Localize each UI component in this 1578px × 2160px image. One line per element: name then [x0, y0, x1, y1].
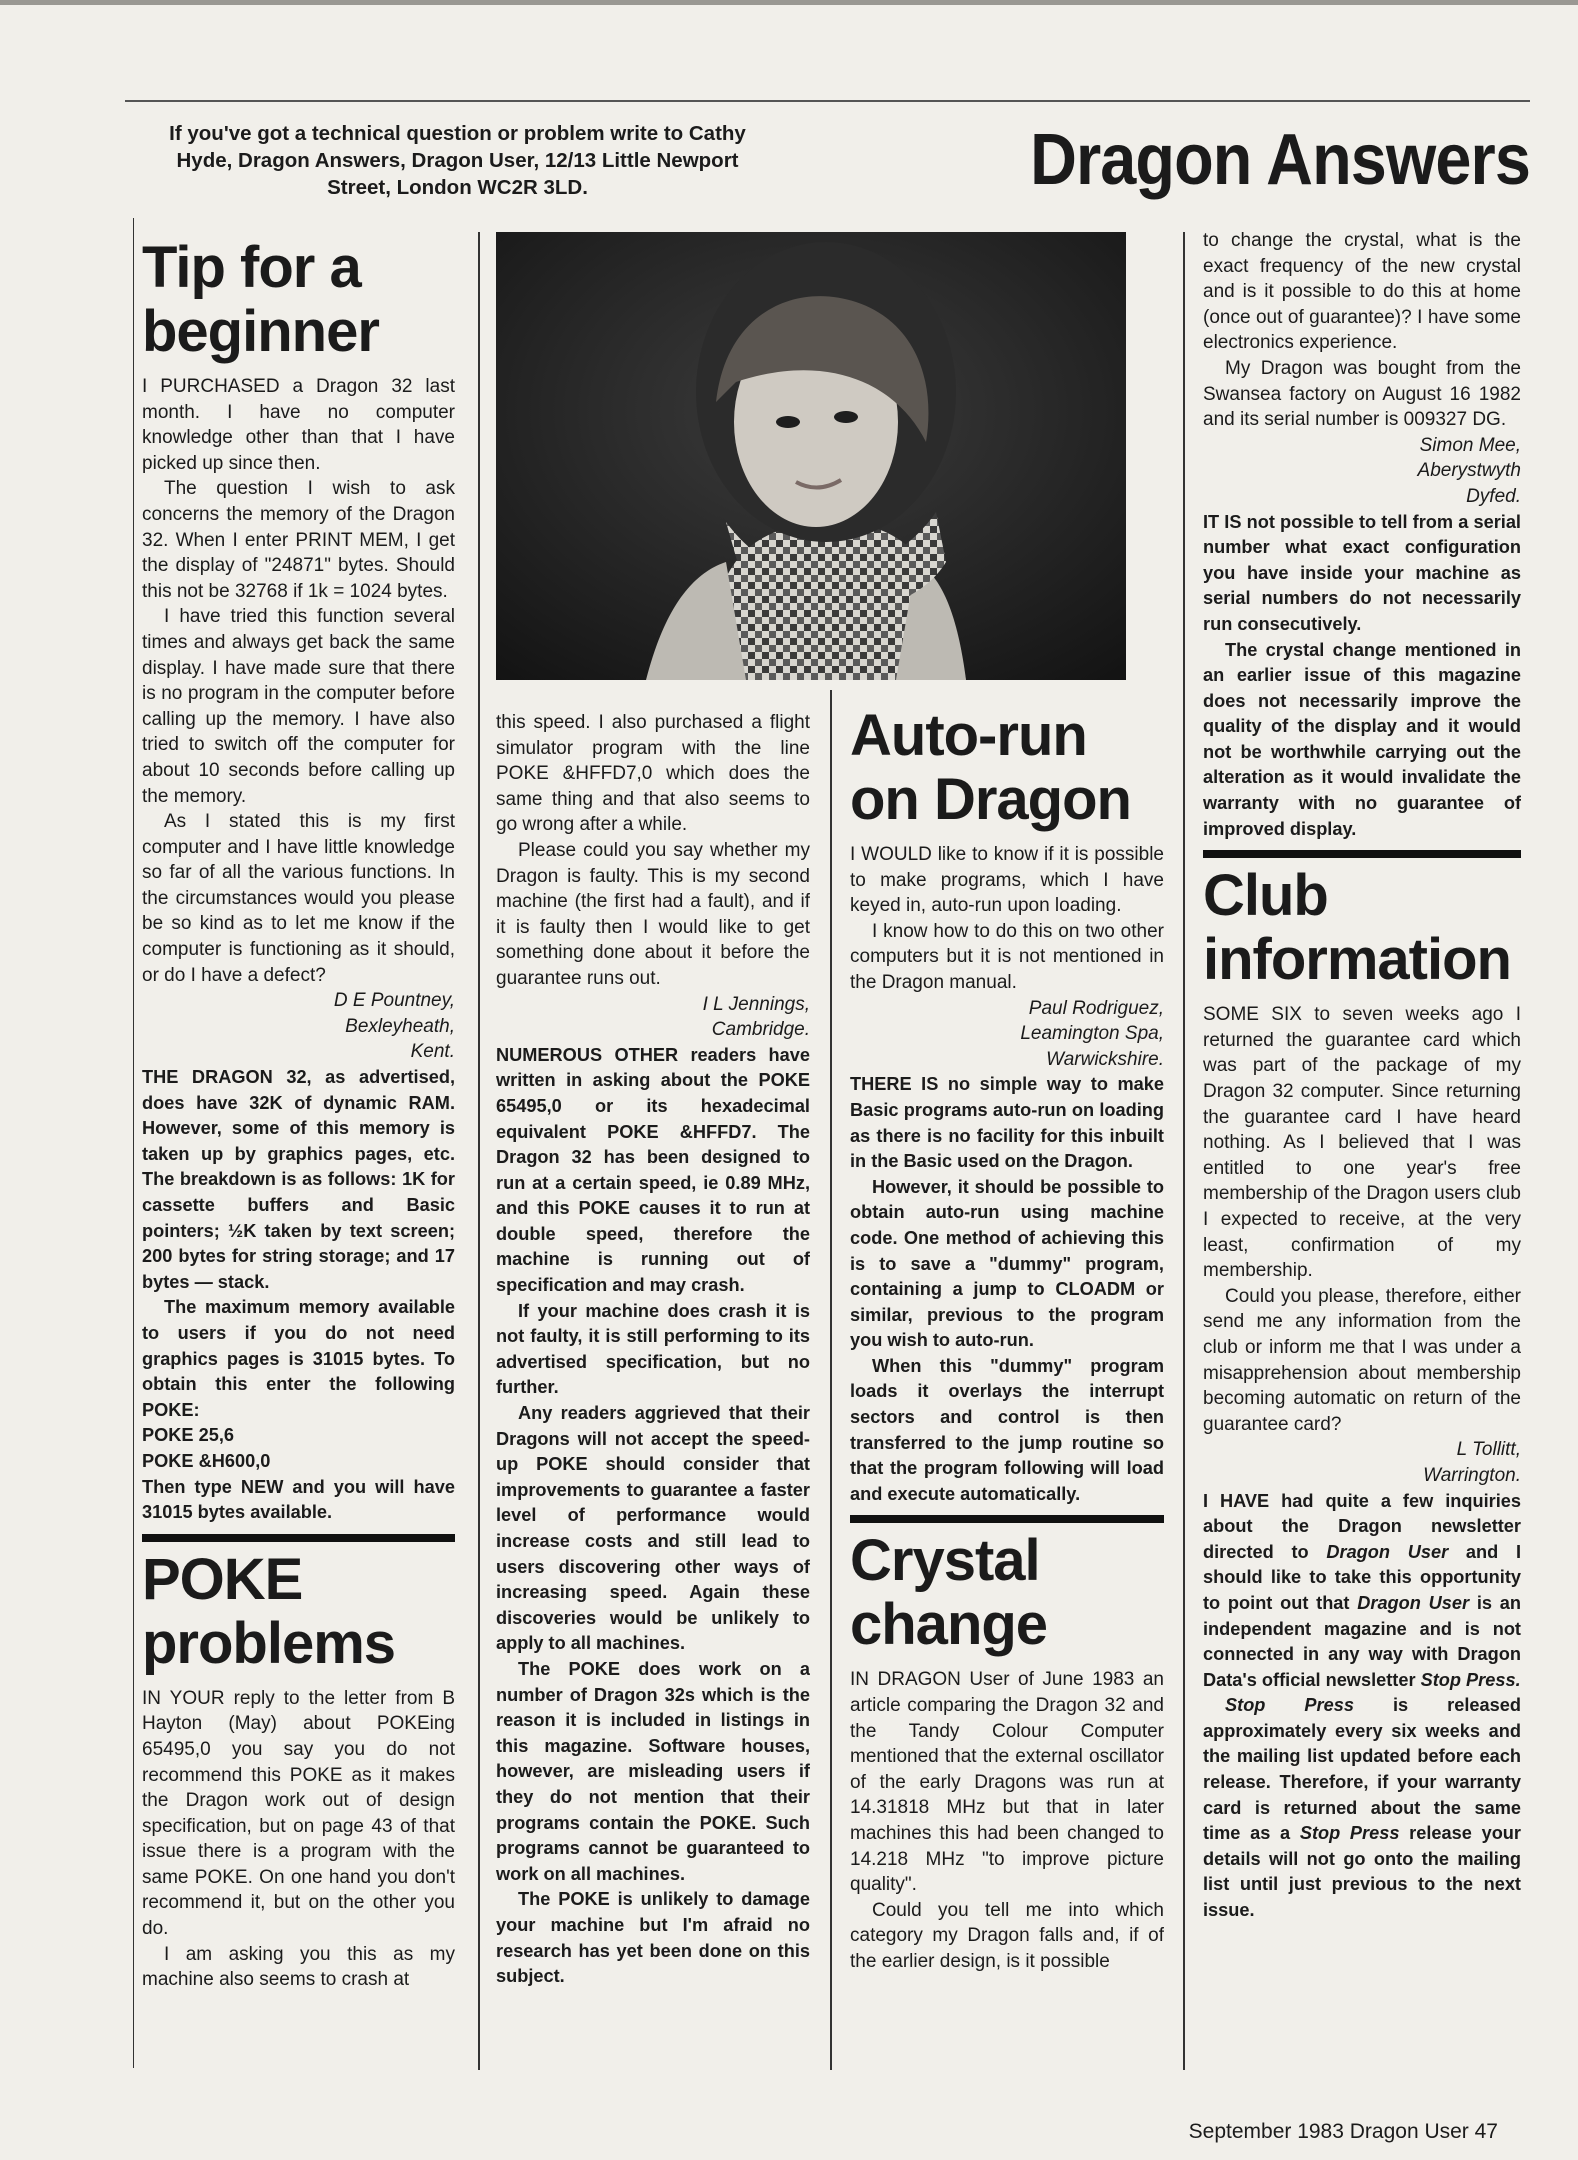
headline-poke: POKE problems: [142, 1546, 396, 1676]
page-top-edge: [0, 0, 1578, 5]
newsletter-name: Stop Press: [1225, 1695, 1354, 1716]
crystal-letter-part-1: [850, 1667, 1164, 1974]
signature: L Tollitt,: [1456, 1439, 1521, 1461]
paragraph: Could you tell me into which category my Dragon falls and, if of the earlier design, is it possible: [850, 1899, 1164, 1972]
answer-paragraph: NUMEROUS OTHER readers have written in asking about the POKE 65495,0 or its hexadecimal equivalent POKE &HFFD7. The Dragon 32 has been designed to run at a certain speed, ie 0.89 MHz, and this POKE causes it to run at double speed, therefore the machine is running out of specification and may crash.: [496, 1044, 810, 1296]
answer-paragraph: [1203, 1693, 1521, 1923]
signature: Leamington Spa,: [1020, 1023, 1164, 1045]
magazine-name: Dragon User: [1326, 1541, 1449, 1562]
poke-letter-part-2: [496, 710, 810, 1043]
column-2: [496, 710, 810, 2067]
portrait-image: [496, 232, 1126, 680]
paragraph: I have tried this function several times and always get back the same display. I have made sure that there is no program in the computer before calling up the memory. I have also tried to switch off the computer for about 10 seconds before calling up the memory.: [142, 606, 455, 807]
headline-crystal: Crystal change: [850, 1528, 1048, 1658]
poke-line: POKE &H600,0: [142, 1450, 271, 1471]
poke-letter-part-1: [142, 1686, 455, 1993]
poke-line: Then type NEW and you will have 31015 bytes available.: [142, 1476, 455, 1523]
photo-portrait: [496, 232, 1126, 680]
crystal-answer: [1203, 510, 1521, 843]
paragraph: Could you please, therefore, either send me any information from the club or inform me that I was under a misapprehension about membership becoming automatic on return of the guarantee card?: [1203, 1285, 1521, 1435]
newsletter-name: Stop Press.: [1420, 1669, 1521, 1690]
intro-line: Street, London WC2R 3LD.: [327, 176, 588, 199]
intro-line: If you've got a technical question or problem write to Cathy: [169, 122, 746, 145]
answer-text: is an independent magazine and is not connected in any way with Dragon Data's official newsletter: [1203, 1592, 1521, 1690]
column-rule: [1183, 232, 1185, 2070]
answer-paragraph: IT IS not possible to tell from a serial number what exact configuration you have inside your machine as serial numbers do not necessarily run consecutively.: [1203, 511, 1521, 634]
masthead: Dragon Answers: [1030, 120, 1530, 200]
answer-paragraph: THE DRAGON 32, as advertised, does have 32K of dynamic RAM. However, some of this memory is taken up by graphics pages, etc. The breakdown is as follows: 1K for cassette buffers and Basic pointers; ½K taken by text screen; 200 bytes for string storage; and 17 bytes — stack.: [142, 1067, 455, 1292]
intro-text: [125, 120, 790, 201]
headline-autorun: Auto-run on Dragon: [850, 703, 1131, 832]
answer-paragraph: When this "dummy" program loads it overlays the interrupt sectors and control is then transferred to the jump routine so that the program following will load and execute automatically.: [850, 1355, 1164, 1504]
signature: I L Jennings,: [702, 993, 810, 1015]
signature: Aberystwyth: [1417, 460, 1521, 482]
poke-line: POKE 25,6: [142, 1425, 234, 1446]
section-bar: [1203, 850, 1521, 858]
signature: D E Pountney,: [333, 990, 455, 1012]
answer-text: is released approximately every six weeks and the mailing list updated before each release. Therefore, if your warranty card is returned about the same time as a: [1203, 1695, 1521, 1844]
crystal-letter-part-2: [1203, 228, 1521, 510]
newsletter-name: Stop Press: [1299, 1823, 1400, 1844]
answer-paragraph: Any readers aggrieved that their Dragons will not accept the speed-up POKE should consider that improvements to guarantee a faster level of performance would increase costs and still lead to users discovering other ways of increasing speed. Again these discoveries would be unlikely to apply to all machines.: [496, 1403, 810, 1654]
paragraph: this speed. I also purchased a flight simulator program with the line POKE &HFFD7,0 which does the same thing and that also seems to go wrong after a while.: [496, 712, 810, 836]
answer-paragraph: [1203, 1489, 1521, 1694]
signature: Simon Mee,: [1419, 434, 1521, 456]
header-rule: [125, 100, 1530, 102]
answer-paragraph: However, it should be possible to obtain auto-run using machine code. One method of achieving this is to save a "dummy" program, containing a jump to CLOADM or similar, previous to the program you wish to auto-run.: [850, 1176, 1164, 1351]
paragraph: SOME SIX to seven weeks ago I returned the guarantee card which was part of the package of my Dragon 32 computer. Since returning the guarantee card I have heard nothing. As I believed that I was entitled to one year's free membership of the Dragon users club I expected to receive, at the very least, confirmation of my membership.: [1203, 1004, 1521, 1282]
autorun-answer: [850, 1072, 1164, 1507]
paragraph: My Dragon was bought from the Swansea factory on August 16 1982 and its serial number is 009327 DG.: [1203, 357, 1521, 431]
club-answer: [1203, 1489, 1521, 1924]
column-rule: [133, 218, 134, 2068]
answer-paragraph: The POKE is unlikely to damage your machine but I'm afraid no research has yet been done on this subject.: [496, 1889, 810, 1987]
paragraph: IN DRAGON User of June 1983 an article comparing the Dragon 32 and the Tandy Colour Computer mentioned that the external oscillator of the early Dragons was run at 14.31818 MHz but that in later machines this had been changed to 14.218 MHz "to improve picture quality".: [850, 1669, 1164, 1896]
paragraph: I know how to do this on two other computers but it is not mentioned in the Dragon manual.: [850, 920, 1164, 993]
column-rule: [830, 690, 832, 2070]
signature: Bexleyheath,: [345, 1015, 455, 1037]
signature: Kent.: [410, 1041, 455, 1063]
answer-paragraph: THERE IS no simple way to make Basic programs auto-run on loading as there is no facility for this inbuilt in the Basic used on the Dragon.: [850, 1074, 1164, 1172]
signature: Paul Rodriguez,: [1028, 997, 1164, 1019]
autorun-letter: [850, 842, 1164, 1072]
column-3: [850, 700, 1164, 2067]
signature: Warwickshire.: [1046, 1048, 1164, 1070]
paragraph: I am asking you this as my machine also seems to crash at: [142, 1943, 455, 1991]
answer-paragraph: The maximum memory available to users if you do not need graphics pages is 31015 bytes. To obtain this enter the following POKE:: [142, 1297, 455, 1420]
answer-text: and I should like to take this opportunity to point out that: [1203, 1541, 1521, 1613]
paragraph: I WOULD like to know if it is possible to make programs, which I have keyed in, auto-run upon loading.: [850, 844, 1164, 917]
tip-answer: [142, 1065, 455, 1526]
signature: Dyfed.: [1466, 485, 1521, 507]
paragraph: I PURCHASED a Dragon 32 last month. I have no computer knowledge other than that I have picked up since then.: [142, 376, 455, 474]
paragraph: As I stated this is my first computer and I have little knowledge so far of all the various functions. In the circumstances would you please be so kind as to let me know if the computer is functioning as it should, or do I have a defect?: [142, 811, 455, 986]
magazine-name: Dragon User: [1357, 1592, 1470, 1613]
paragraph: The question I wish to ask concerns the memory of the Dragon 32. When I enter PRINT MEM, I get the display of "24871" bytes. Should this not be 32768 if 1k = 1024 bytes.: [142, 478, 455, 602]
intro-line: Hyde, Dragon Answers, Dragon User, 12/13 Little Newport: [176, 149, 739, 172]
column-4: [1203, 228, 1521, 2068]
paragraph: IN YOUR reply to the letter from B Hayton (May) about POKEing 65495,0 you say you do not recommend this POKE as it makes the Dragon work out of design specification, but on page 43 of that issue there is a program with the same POKE. On one hand you don't recommend it, but on the other you do.: [142, 1687, 455, 1940]
column-rule: [478, 232, 480, 2070]
answer-text: I HAVE had quite a few inquiries about the Dragon newsletter directed to: [1203, 1490, 1521, 1562]
headline-tip: Tip for a beginner: [142, 235, 379, 364]
signature: Warrington.: [1423, 1464, 1521, 1486]
answer-paragraph: The POKE does work on a number of Dragon 32s which is the reason it is included in listings in this magazine. Software houses, however, are misleading users if they do not mention that their programs contain the POKE. Such programs cannot be guaranteed to work on all machines.: [496, 1658, 810, 1884]
page-footer: September 1983 Dragon User 47: [1188, 2120, 1498, 2143]
poke-answer: [496, 1043, 810, 1990]
headline-club: Club information: [1203, 863, 1511, 993]
section-bar: [142, 1534, 455, 1542]
answer-text: release your details will not go onto the mailing list until just previous to the next issue.: [1203, 1823, 1521, 1921]
paragraph: Please could you say whether my Dragon is faulty. This is my second machine (the first had a fault), and if it is faulty then I would like to get something done about it before the guarantee runs out.: [496, 839, 810, 989]
column-1: [142, 232, 455, 2067]
answer-paragraph: If your machine does crash it is not faulty, it is still performing to its advertised specification, but no further.: [496, 1300, 810, 1398]
answer-paragraph: The crystal change mentioned in an earlier issue of this magazine does not necessarily improve the quality of the display and it would not be worthwhile carrying out the alteration as it would invalidate the warranty with no guarantee of improved display.: [1203, 639, 1521, 839]
club-letter: [1203, 1002, 1521, 1488]
signature: Cambridge.: [711, 1019, 810, 1041]
paragraph: to change the crystal, what is the exact frequency of the new crystal and is it possible to do this at home (once out of guarantee)? I have some electronics experience.: [1203, 230, 1521, 354]
tip-letter: [142, 374, 455, 1065]
section-bar: [850, 1515, 1164, 1523]
